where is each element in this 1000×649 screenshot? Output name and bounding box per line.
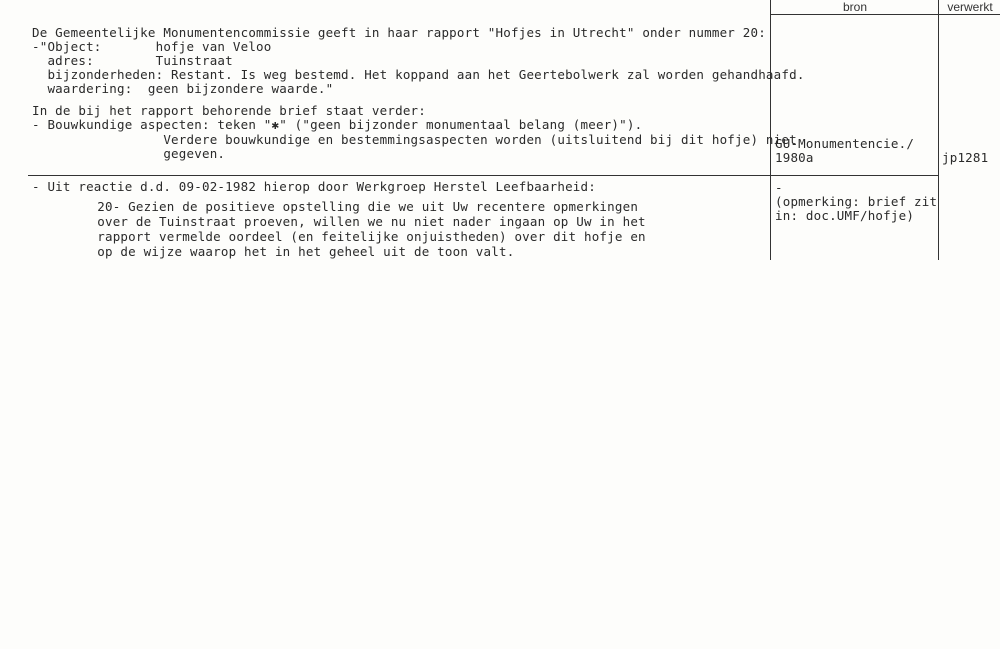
entry1-bron: GU-Monumentencie./ (775, 136, 915, 151)
entry2-line: - Uit reactie d.d. 09-02-1982 hierop door Werkgroep Herstel Leefbaarheid: (32, 179, 596, 194)
entry2-bron: - (775, 180, 783, 195)
entry2-line: 20- Gezien de positieve opstelling die we uit Uw recentere opmerkingen (20, 199, 639, 214)
entry2-line: rapport vermelde oordeel (en feitelijke onjuistheden) over dit hofje en (20, 229, 646, 244)
entry1-line: adres: Tuinstraat (32, 53, 233, 68)
entry1-line: Verdere bouwkundige en bestemmingsaspecten worden (uitsluitend bij dit hofje) niet (32, 132, 797, 147)
column-header-bron: bron (842, 0, 868, 14)
entry1-line: -"Object: hofje van Veloo (32, 39, 272, 54)
entry1-line: In de bij het rapport behorende brief staat verder: (32, 103, 427, 118)
entry1-line: gegeven. (32, 146, 226, 161)
entry-separator (28, 175, 788, 176)
entry2-line: over de Tuinstraat proeven, willen we nu niet nader ingaan op Uw in het (20, 214, 646, 229)
entry2-bron: in: doc.UMF/hofje) (775, 208, 915, 223)
entry1-bron: 1980a (775, 150, 814, 165)
entry-separator-bron (770, 175, 938, 176)
entry2-bron: (opmerking: brief zit (775, 194, 938, 209)
bron-column-divider (770, 0, 771, 260)
header-rule (770, 14, 1000, 15)
entry1-line: waardering: geen bijzondere waarde." (32, 81, 334, 96)
entry1-line: De Gemeentelijke Monumentencommissie geeft in haar rapport "Hofjes in Utrecht" onder nummer 20: (32, 25, 766, 40)
verwerkt-column-divider (938, 0, 939, 260)
column-header-verwerkt: verwerkt (947, 0, 993, 14)
entry1-verwerkt: jp1281 (942, 150, 989, 165)
entry1-line: - Bouwkundige aspecten: teken "✱" ("geen bijzonder monumentaal belang (meer)"). (32, 117, 643, 132)
entry2-line: op de wijze waarop het in het geheel uit de toon valt. (20, 244, 515, 259)
entry1-line: bijzonderheden: Restant. Is weg bestemd. Het koppand aan het Geertebolwerk zal worden gehandhaafd. (32, 67, 805, 82)
